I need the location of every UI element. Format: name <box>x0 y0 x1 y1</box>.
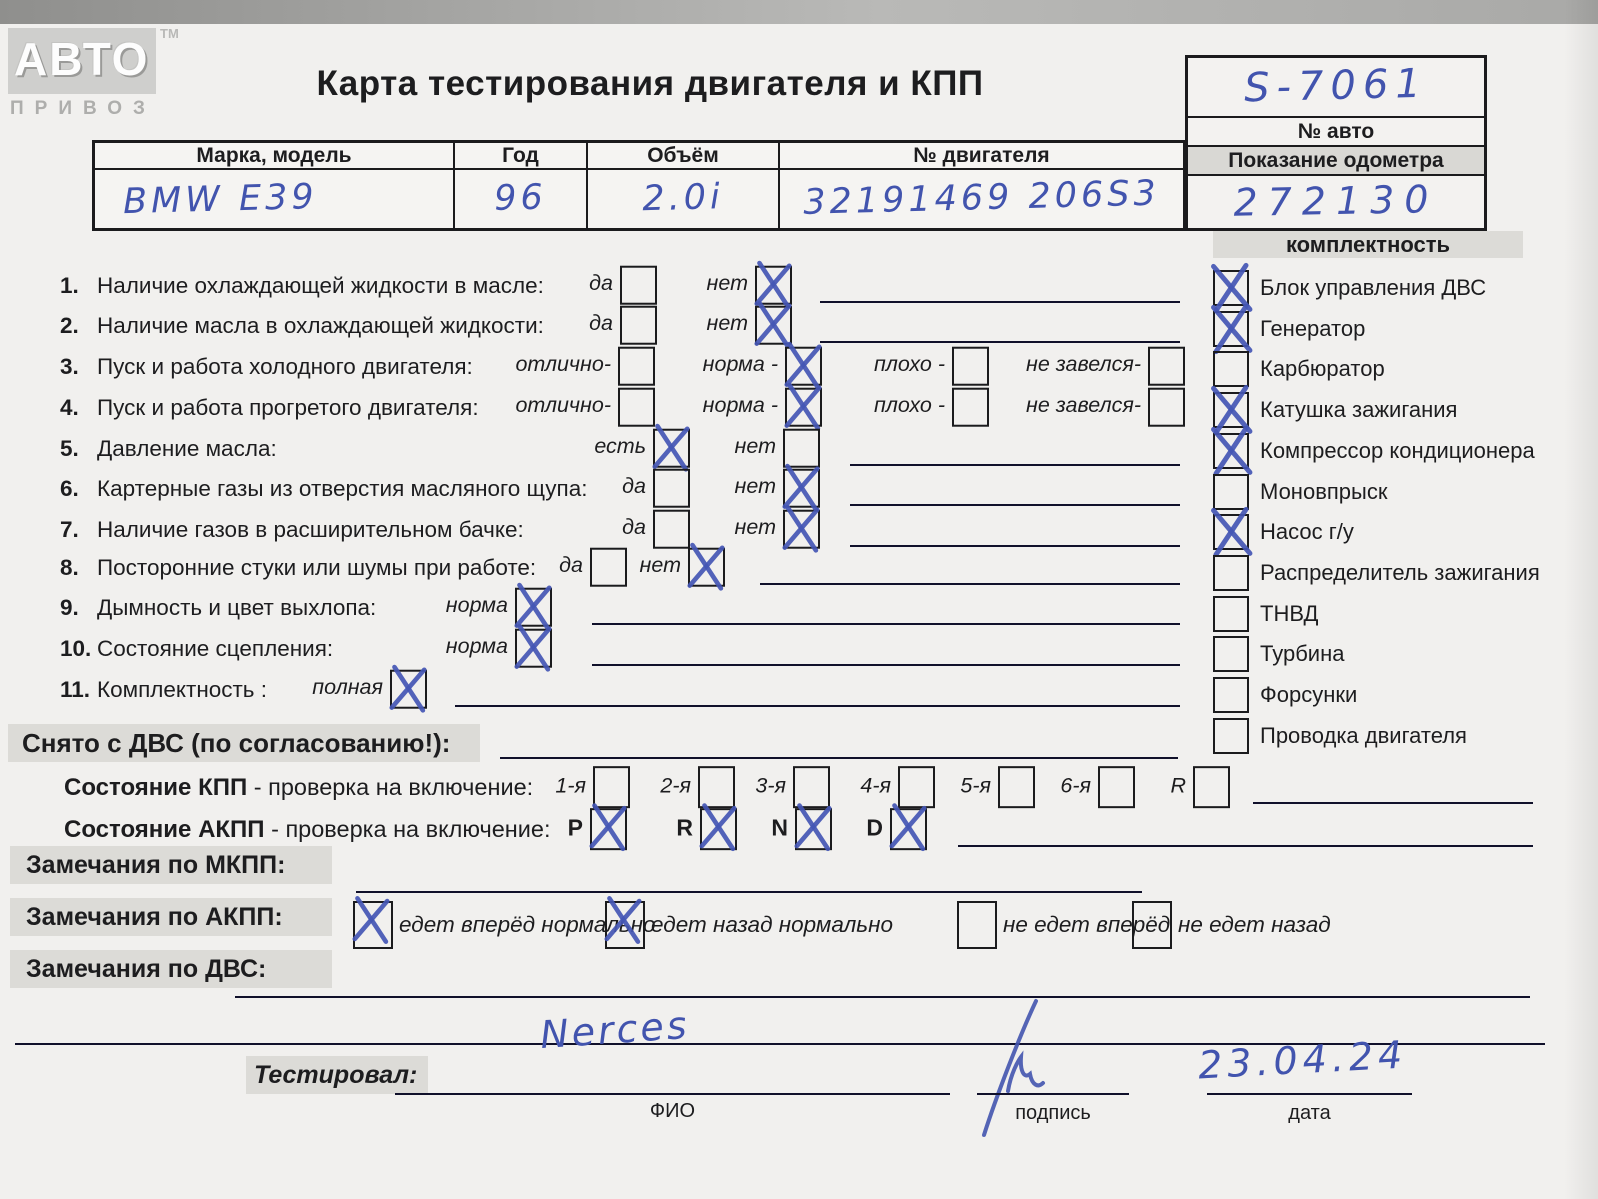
checklist-item <box>0 265 1190 306</box>
checkbox <box>1213 555 1249 591</box>
checkbox <box>755 766 830 808</box>
checkbox-label: отлично- <box>515 352 611 377</box>
tester-name-handwritten: Nerces <box>538 1002 691 1058</box>
checkbox <box>860 766 935 808</box>
scan-edge-band <box>0 0 1598 24</box>
odometer-value: 272130 <box>1233 177 1439 225</box>
checkbox-label: нет <box>706 271 748 296</box>
x-mark-icon <box>511 624 555 670</box>
checkbox-label: нет <box>734 434 776 459</box>
akpp-blank-line <box>958 845 1533 847</box>
x-mark-icon <box>779 505 823 551</box>
volume-value: 2.0i <box>641 177 725 220</box>
date-handwritten: 23.04.24 <box>1196 1032 1409 1088</box>
checkbox <box>1132 901 1331 949</box>
kpp-row-label: Состояние КПП - проверка на включение: <box>64 774 534 801</box>
checkbox <box>873 346 989 385</box>
item-label: Наличие масла в охлаждающей жидкости: <box>97 312 544 338</box>
make-model-value: BMW E39 <box>122 177 319 223</box>
equipment-label: Моновпрыск <box>1260 478 1388 504</box>
dvs-remarks-line <box>235 996 1530 998</box>
dvs-remarks-highlight <box>10 950 332 988</box>
equipment-label: Форсунки <box>1260 682 1358 707</box>
checkbox-label: нет <box>734 515 776 540</box>
checkbox <box>873 387 989 426</box>
checkbox <box>1213 392 1249 428</box>
equipment-label: Карбюратор <box>1260 356 1385 382</box>
checkbox <box>660 766 735 808</box>
x-mark-icon <box>886 804 930 850</box>
checkbox <box>639 547 725 586</box>
checkbox <box>1060 766 1135 808</box>
item-label: Посторонние стуки или шумы при работе: <box>97 554 537 580</box>
x-mark-icon <box>649 424 693 470</box>
vehicle-table <box>92 140 1186 231</box>
checkbox-label: не завелся- <box>1026 352 1141 377</box>
checkbox-label: не едет назад <box>1178 912 1331 937</box>
checkbox <box>353 901 656 949</box>
checkbox-label: плохо - <box>873 393 945 418</box>
x-mark-icon <box>781 383 825 429</box>
car-id-box <box>1185 55 1487 231</box>
checkbox <box>445 587 552 626</box>
equipment-item <box>1213 553 1598 593</box>
item-number: 11. <box>60 676 91 702</box>
checkbox-label: 2-я <box>660 773 691 798</box>
checkbox-label: едет вперёд нормально <box>399 912 656 937</box>
date-caption: дата <box>1288 1102 1331 1124</box>
checkbox <box>445 628 552 667</box>
checkbox <box>734 468 820 507</box>
checkbox-label: R <box>1170 773 1186 798</box>
checkbox <box>1213 514 1249 550</box>
col-header-volume: Объём <box>588 143 780 170</box>
checkbox-label: нет <box>639 553 681 578</box>
equipment-item <box>1213 716 1598 756</box>
checkbox-label: R <box>676 814 693 841</box>
cell-make-model <box>95 170 455 228</box>
checkbox-label: D <box>866 814 883 841</box>
equipment-item <box>1213 309 1598 349</box>
x-mark-icon <box>779 464 823 510</box>
checkbox-label: есть <box>594 434 646 459</box>
checkbox-label: да <box>622 515 646 540</box>
removed-from-engine-highlight <box>8 724 480 762</box>
checkbox <box>960 766 1035 808</box>
logo-text-avto: АВТО <box>14 33 150 85</box>
item-number: 5. <box>60 435 79 461</box>
checkbox <box>1213 351 1249 387</box>
equipment-label: Компрессор кондиционера <box>1260 437 1535 463</box>
x-mark-icon <box>696 804 740 850</box>
checkbox-label: да <box>559 553 583 578</box>
checkbox <box>1213 636 1249 672</box>
item-label: Дымность и цвет выхлопа: <box>97 594 377 620</box>
car-number-label: № авто <box>1188 116 1484 145</box>
equipment-item <box>1213 634 1598 674</box>
blank-line <box>592 664 1180 666</box>
checkbox-label: не едет вперёд <box>1003 912 1171 937</box>
checkbox <box>706 265 792 304</box>
checkbox <box>702 387 822 426</box>
checkbox-label: едет назад нормально <box>651 912 894 937</box>
equipment-label: Распределитель зажигания <box>1260 559 1540 585</box>
avtoprivoz-logo <box>8 26 178 136</box>
item-number: 1. <box>60 272 79 298</box>
removed-blank-line <box>500 757 1178 759</box>
signature-caption: подпись <box>1015 1102 1091 1124</box>
x-mark-icon <box>1203 423 1259 479</box>
odometer-label: Показание одометра <box>1188 145 1484 176</box>
checklist-item <box>0 547 1190 588</box>
checkbox <box>515 346 655 385</box>
checkbox <box>555 766 630 808</box>
checkbox <box>1213 270 1249 306</box>
equipment-label: Генератор <box>1260 315 1366 341</box>
blank-line <box>850 504 1180 506</box>
checkbox <box>559 547 627 586</box>
equipment-item <box>1213 431 1598 471</box>
checkbox <box>1213 677 1249 713</box>
checkbox <box>1170 766 1230 808</box>
item-number: 9. <box>60 594 79 620</box>
logo-text-privoz: ПРИВОЗ <box>10 98 156 119</box>
checklist-item <box>0 468 1190 509</box>
equipment-label: Катушка зажигания <box>1260 397 1458 423</box>
checkbox <box>589 305 657 344</box>
checklist-item <box>0 628 1190 669</box>
checkbox-label: 6-я <box>1060 773 1091 798</box>
item-label: Пуск и работа холодного двигателя: <box>97 353 473 379</box>
equipment-header: комплектность <box>1213 231 1523 258</box>
checkbox <box>567 808 627 850</box>
checkbox-label: 1-я <box>555 773 586 798</box>
checkbox <box>622 468 690 507</box>
checkbox-label: норма - <box>702 352 778 377</box>
checkbox <box>676 808 737 850</box>
checkbox-label: полная <box>312 675 383 700</box>
checklist-item <box>0 509 1190 550</box>
col-header-make-model: Марка, модель <box>95 143 455 170</box>
item-number: 4. <box>60 394 79 420</box>
checkbox-label: 3-я <box>755 773 786 798</box>
item-label: Наличие охлаждающей жидкости в масле: <box>97 272 544 298</box>
checkbox-label: нет <box>734 474 776 499</box>
equipment-label: Насос г/у <box>1260 519 1354 545</box>
blank-line <box>760 583 1180 585</box>
x-mark-icon <box>791 804 835 850</box>
form-title: Карта тестирования двигателя и КПП <box>316 64 984 103</box>
checkbox-label: да <box>622 474 646 499</box>
car-number-value: S-7061 <box>1243 60 1429 112</box>
checkbox-label: отлично- <box>515 393 611 418</box>
equipment-item <box>1213 268 1598 308</box>
item-label: Состояние сцепления: <box>97 635 334 661</box>
checkbox <box>1026 346 1185 385</box>
col-header-year: Год <box>455 143 588 170</box>
checkbox <box>1213 596 1249 632</box>
equipment-label: Турбина <box>1260 641 1345 667</box>
equipment-label: ТНВД <box>1260 600 1319 626</box>
x-mark-icon <box>349 897 393 943</box>
checkbox <box>1213 311 1249 347</box>
checklist-item <box>0 587 1190 628</box>
item-number: 2. <box>60 312 79 338</box>
date-line <box>1207 1093 1412 1095</box>
checkbox <box>706 305 792 344</box>
checkbox-label: норма <box>445 593 508 618</box>
blank-line <box>455 705 1180 707</box>
checkbox <box>1213 474 1249 510</box>
cell-year <box>455 170 588 228</box>
checkbox <box>594 428 690 467</box>
checkbox <box>589 265 657 304</box>
checkbox-label: нет <box>706 311 748 336</box>
checkbox-label: норма - <box>702 393 778 418</box>
checkbox-label: P <box>567 814 583 841</box>
item-label: Наличие газов в расширительном бачке: <box>97 516 524 542</box>
checkbox <box>515 387 655 426</box>
checklist-item <box>0 428 1190 469</box>
dvs-remarks-label: Замечания по ДВС: <box>26 955 267 983</box>
checkbox-label: N <box>771 814 788 841</box>
year-value: 96 <box>493 177 548 219</box>
item-label: Пуск и работа прогретого двигателя: <box>97 394 479 420</box>
equipment-item <box>1213 594 1598 634</box>
x-mark-icon <box>386 665 430 711</box>
x-mark-icon <box>781 342 825 388</box>
blank-line <box>850 464 1180 466</box>
checkbox-label: не завелся- <box>1026 393 1141 418</box>
x-mark-icon <box>601 897 645 943</box>
akpp-remarks-label: Замечания по АКПП: <box>26 903 283 931</box>
cell-engine-no <box>780 170 1183 228</box>
akpp-remarks-options <box>0 900 1598 950</box>
item-number: 7. <box>60 516 79 542</box>
item-number: 6. <box>60 475 79 501</box>
x-mark-icon <box>684 543 728 589</box>
blank-line <box>592 623 1180 625</box>
checkbox-label: 4-я <box>860 773 891 798</box>
tested-by-label: Тестировал: <box>254 1061 418 1089</box>
blank-line <box>820 301 1180 303</box>
checkbox <box>1213 433 1249 469</box>
item-number: 10. <box>60 635 92 661</box>
checklist-item <box>0 669 1190 710</box>
item-number: 8. <box>60 554 79 580</box>
checkbox-label: да <box>589 311 613 336</box>
x-mark-icon <box>751 301 795 347</box>
x-mark-icon <box>1203 301 1259 357</box>
col-header-engine-no: № двигателя <box>780 143 1183 170</box>
tested-by-highlight <box>246 1056 428 1094</box>
x-mark-icon <box>586 804 630 850</box>
item-number: 3. <box>60 353 79 379</box>
engine-no-value: 32191469 206S3 <box>802 173 1161 223</box>
checkbox <box>957 901 1171 949</box>
item-label: Комплектность : <box>97 676 268 702</box>
checkbox <box>866 808 927 850</box>
checkbox-label: да <box>589 271 613 296</box>
mkpp-remarks-label: Замечания по МКПП: <box>26 851 286 879</box>
item-label: Давление масла: <box>97 435 277 461</box>
mkpp-remarks-line <box>356 891 1142 893</box>
name-caption: ФИО <box>649 1100 696 1122</box>
checkbox <box>702 346 822 385</box>
checkbox <box>1213 718 1249 754</box>
name-line <box>395 1093 950 1095</box>
equipment-label: Блок управления ДВС <box>1260 275 1487 300</box>
checkbox <box>1026 387 1185 426</box>
checklist-item <box>0 305 1190 346</box>
checkbox-label: 5-я <box>960 773 991 798</box>
x-mark-icon <box>1203 504 1259 560</box>
checkbox <box>605 901 894 949</box>
equipment-item <box>1213 349 1598 389</box>
equipment-label: Проводка двигателя <box>1260 722 1467 748</box>
blank-line <box>820 341 1180 343</box>
equipment-item <box>1213 675 1598 715</box>
x-mark-icon <box>511 583 555 629</box>
kpp-blank-line <box>1253 802 1533 804</box>
checkbox <box>734 509 820 548</box>
equipment-item <box>1213 472 1598 512</box>
checkbox <box>734 428 820 467</box>
cell-volume <box>588 170 780 228</box>
signature-line <box>977 1093 1129 1095</box>
checkbox-label: норма <box>445 634 508 659</box>
trademark-icon: TM <box>160 26 179 41</box>
mkpp-remarks-highlight <box>10 846 332 884</box>
item-label: Картерные газы из отверстия масляного щупа: <box>97 475 588 501</box>
equipment-item <box>1213 512 1598 552</box>
checkbox <box>771 808 832 850</box>
checklist-item <box>0 346 1190 387</box>
checklist-item <box>0 387 1190 428</box>
checkbox-label: плохо - <box>873 352 945 377</box>
equipment-item <box>1213 390 1598 430</box>
removed-from-engine-label: Снято с ДВС (по согласованию!): <box>22 728 451 758</box>
checkbox <box>312 669 427 708</box>
akpp-row-label: Состояние АКПП - проверка на включение: <box>64 816 551 843</box>
